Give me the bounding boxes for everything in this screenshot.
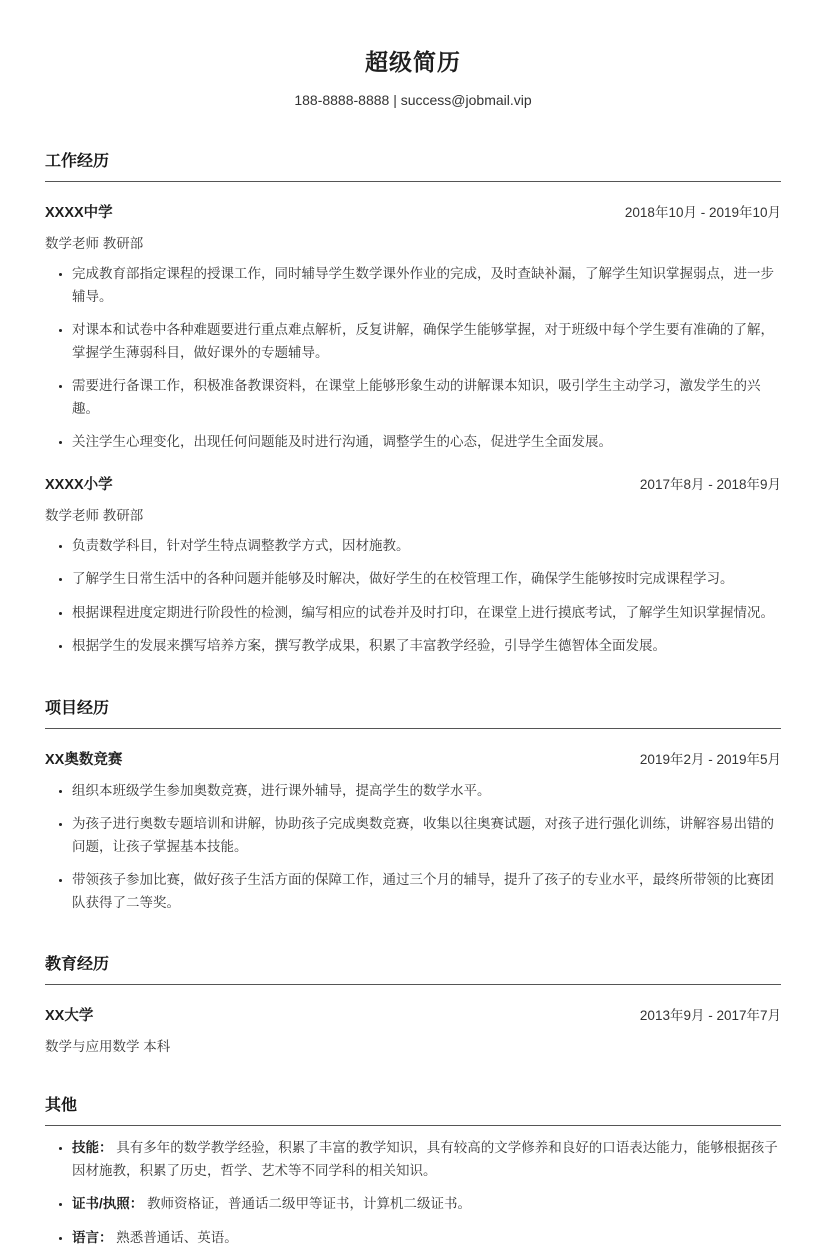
resume-header (45, 44, 781, 108)
section-title-projects: 项目经历 (45, 695, 781, 729)
work-entry-2 (45, 473, 781, 658)
section-title-work: 工作经历 (45, 148, 781, 182)
entry-header (45, 201, 781, 222)
degree-major: 数学与应用数学 本科 (45, 1039, 171, 1054)
other-item-text: 具有多年的数学教学经验，积累了丰富的教学知识，具有较高的文学修养和良好的口语表达能力，能够根据孩子因材施教，积累了历史，哲学、艺术等不同学科的相关知识。 (72, 1140, 778, 1178)
project-dates: 2019年2月 - 2019年5月 (639, 751, 781, 767)
other-item-languages (72, 1227, 781, 1250)
bullet-item: • 根据课程进度定期进行阶段性的检测，编写相应的试卷并及时打印，在课堂上进行摸底考试，了解学生知识掌握情况。 (72, 602, 781, 625)
other-item-skills (72, 1137, 781, 1182)
bullet-item: • 对课本和试卷中各种难题要进行重点难点解析，反复讲解，确保学生能够掌握，对于班级中每个学生要有准确的了解，掌握学生薄弱科目，做好课外的专题辅导。 (72, 319, 781, 364)
employer-name: XXXX小学 (45, 476, 113, 493)
other-item-text: 教师资格证，普通话二级甲等证书，计算机二级证书。 (147, 1196, 472, 1211)
contact-info: 188-8888-8888 | success@jobmail.vip (294, 92, 532, 108)
employment-dates: 2018年10月 - 2019年10月 (624, 205, 781, 220)
bullet-item: • 组织本班级学生参加奥数竞赛，进行课外辅导，提高学生的数学水平。 (72, 780, 781, 803)
bullet-list (45, 263, 781, 454)
bullet-item: • 负责数学科目，针对学生特点调整教学方式，因材施教。 (72, 535, 781, 558)
bullet-list (45, 780, 781, 915)
section-title-education: 教育经历 (45, 951, 781, 985)
bullet-list (45, 1137, 781, 1249)
entry-header (45, 1004, 781, 1025)
other-item-certificates (72, 1193, 781, 1216)
job-title: 数学老师 教研部 (45, 236, 144, 251)
section-education (45, 951, 781, 1055)
section-other (45, 1092, 781, 1249)
bullet-item: • 为孩子进行奥数专题培训和讲解，协助孩子完成奥数竞赛，收集以往奥赛试题，对孩子进行强化训练，讲解容易出错的问题，让孩子掌握基本技能。 (72, 813, 781, 858)
bullet-item: • 根据学生的发展来撰写培养方案，撰写教学成果，积累了丰富教学经验，引导学生德智体全面发展。 (72, 635, 781, 658)
section-title-other: 其他 (45, 1092, 781, 1126)
other-item-text: 熟悉普通话、英语。 (116, 1229, 238, 1245)
job-title: 数学老师 教研部 (45, 507, 144, 523)
entry-header (45, 473, 781, 494)
bullet-item: • 需要进行备课工作，积极准备教课资料，在课堂上能够形象生动的讲解课本知识，吸引学生主动学习，激发学生的兴趣。 (72, 375, 781, 420)
other-item-label: 证书/执照： (72, 1196, 144, 1211)
section-project-experience (45, 695, 781, 915)
education-dates: 2013年9月 - 2017年7月 (639, 1008, 781, 1023)
employment-dates: 2017年8月 - 2018年9月 (639, 476, 781, 492)
employer-name: XXXX中学 (45, 205, 113, 221)
section-work-experience (45, 148, 781, 658)
bullet-item: • 关注学生心理变化，出现任何问题能及时进行沟通，调整学生的心态，促进学生全面发展。 (72, 431, 781, 454)
education-entry-1 (45, 1004, 781, 1055)
bullet-item: • 完成教育部指定课程的授课工作，同时辅导学生数学课外作业的完成，及时查缺补漏，了解学生知识掌握弱点，进一步辅导。 (72, 263, 781, 308)
other-item-label: 技能： (72, 1140, 113, 1155)
page-title: 超级简历 (365, 49, 461, 75)
bullet-item: • 带领孩子参加比赛，做好孩子生活方面的保障工作，通过三个月的辅导，提升了孩子的专业水平，最终所带领的比赛团队获得了二等奖。 (72, 869, 781, 914)
other-item-label: 语言： (72, 1229, 113, 1245)
bullet-list (45, 535, 781, 658)
project-name: XX奥数竞赛 (45, 751, 123, 768)
entry-header (45, 748, 781, 769)
school-name: XX大学 (45, 1008, 94, 1024)
work-entry-1 (45, 201, 781, 454)
bullet-item: • 了解学生日常生活中的各种问题并能够及时解决，做好学生的在校管理工作，确保学生能够按时完成课程学习。 (72, 568, 781, 591)
project-entry-1 (45, 748, 781, 915)
